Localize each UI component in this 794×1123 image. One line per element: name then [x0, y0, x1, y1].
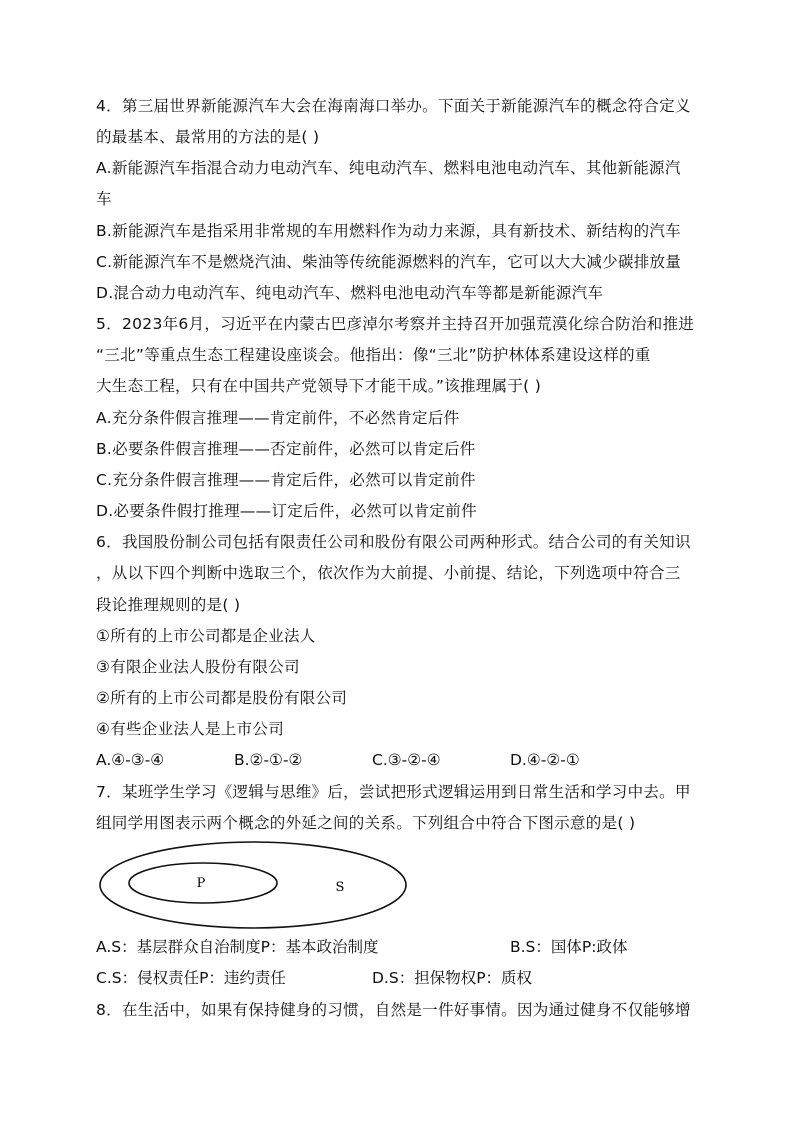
q5-option-c: C.充分条件假言推理——肯定后件，必然可以肯定前件: [96, 471, 476, 489]
q5-option-b: B.必要条件假言推理——否定前件，必然可以肯定后件: [96, 440, 476, 458]
q6-statement-3: ③有限企业法人股份有限公司: [96, 658, 300, 676]
q6-statement-2: ②所有的上市公司都是股份有限公司: [96, 689, 348, 707]
q6-option-b: B.②-①-②: [234, 751, 303, 769]
q6-option-d: D.④-②-①: [510, 751, 580, 769]
q4-option-b: B.新能源汽车是指采用非常规的车用燃料作为动力来源，具有新技术、新结构的汽车: [96, 222, 681, 240]
q4-option-d: D.混合动力电动汽车、纯电动汽车、燃料电池电动汽车等都是新能源汽车: [96, 284, 604, 302]
q4-option-a-line1: A.新能源汽车指混合动力电动汽车、纯电动汽车、燃料电池电动汽车、其他新能源汽: [96, 159, 681, 177]
q6-option-a: A.④-③-④: [96, 751, 165, 769]
q4-option-a-line2: 车: [96, 190, 112, 208]
q6-statement-1: ①所有的上市公司都是企业法人: [96, 627, 316, 645]
q6-stem-line1: 6．我国股份制公司包括有限责任公司和股份有限公司两种形式。结合公司的有关知识: [96, 533, 691, 551]
q6-statement-4: ④有些企业法人是上市公司: [96, 720, 284, 738]
q5-stem-line1: 5．2023年6月，习近平在内蒙古巴彦淖尔考察并主持召开加强荒漠化综合防治和推进: [96, 315, 695, 333]
q7-option-a: A.S：基层群众自治制度P：基本政治制度: [96, 938, 379, 956]
q5-stem-line2: “三北”等重点生态工程建设座谈会。他指出：像“三北”防护林体系建设这样的重: [96, 346, 651, 364]
q4-option-c: C.新能源汽车不是燃烧汽油、柴油等传统能源燃料的汽车，它可以大大减少碳排放量: [96, 253, 682, 271]
q7-stem-line2: 组同学用图表示两个概念的外延之间的关系。下列组合中符合下图示意的是( ): [96, 814, 636, 832]
q5-stem-line3: 大生态工程，只有在中国共产党领导下才能干成。”该推理属于( ): [96, 377, 542, 395]
q6-option-c: C.③-②-④: [372, 751, 441, 769]
outer-label-s: S: [335, 880, 345, 895]
venn-diagram: [98, 838, 410, 930]
q7-stem-line1: 7．某班学生学习《逻辑与思维》后，尝试把形式逻辑运用到日常生活和学习中去。甲: [96, 783, 691, 801]
q5-option-a: A.充分条件假言推理——肯定前件，不必然肯定后件: [96, 409, 460, 427]
q7-option-b: B.S：国体P:政体: [510, 938, 628, 956]
q6-stem-line3: 段论推理规则的是( ): [96, 596, 241, 614]
inner-label-p: P: [196, 876, 206, 891]
q6-stem-line2: ，从以下四个判断中选取三个，依次作为大前提、小前提、结论，下列选项中符合三: [96, 564, 681, 582]
q7-option-d: D.S：担保物权P：质权: [372, 969, 533, 987]
q4-stem-line1: 4．第三届世界新能源汽车大会在海南海口举办。下面关于新能源汽车的概念符合定义: [96, 97, 691, 115]
q5-option-d: D.必要条件假打推理——订定后件，必然可以肯定前件: [96, 502, 477, 520]
q7-option-c: C.S：侵权责任P：违约责任: [96, 969, 286, 987]
q4-stem-line2: 的最基本、最常用的方法的是( ): [96, 128, 320, 146]
outer-ellipse-s: [100, 842, 406, 928]
q8-stem-line1: 8．在生活中，如果有保持健身的习惯，自然是一件好事情。因为通过健身不仅能够增: [96, 1001, 691, 1019]
